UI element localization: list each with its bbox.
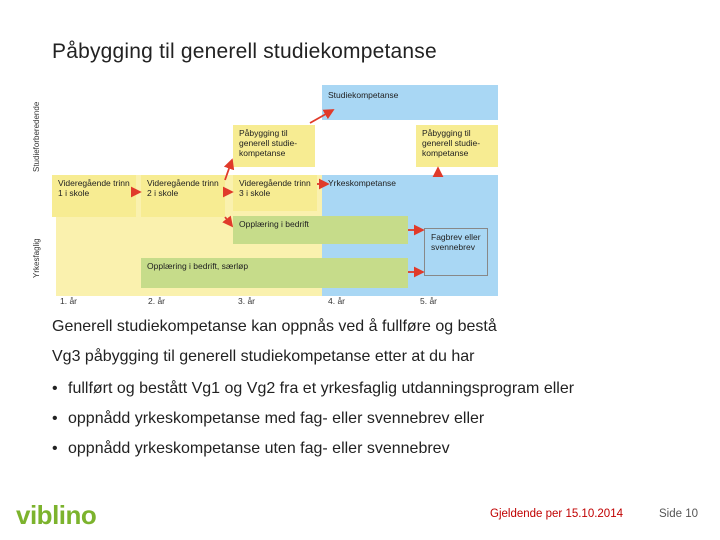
arrow-vg2-opplaering — [225, 217, 232, 226]
year-label-3: 3. år — [238, 296, 256, 306]
box-opplaering-saerlop: Opplæring i bedrift, særløp — [141, 258, 408, 288]
arrow-pabygging-studie — [310, 110, 333, 123]
body-line-1: Generell studiekompetanse kan oppnås ved å fullføre og bestå — [52, 318, 497, 335]
box-vg3: Videregående trinn 3 i skole — [233, 175, 317, 211]
diagram-arrows — [28, 80, 508, 310]
box-yrkeskompetanse: Yrkeskompetanse — [322, 175, 498, 195]
axis-label-studieforberedende: Studieforberedende — [32, 101, 41, 172]
bullet-item-2 — [52, 410, 484, 428]
box-pabygging-1: Påbygging til generell studie- kompetanse — [233, 125, 315, 167]
arrow-vg2-pabygging — [225, 160, 232, 180]
bullet-text: oppnådd yrkeskompetanse uten fag- eller svennebrev — [68, 440, 450, 457]
bullet-symbol: • — [52, 440, 58, 457]
bullet-text: oppnådd yrkeskompetanse med fag- eller svennebrev eller — [68, 410, 485, 427]
page-title: Påbygging til generell studiekompetanse — [52, 40, 437, 63]
box-fagbrev: Fagbrev eller svennebrev — [424, 228, 488, 276]
bullet-text: fullført og bestått Vg1 og Vg2 fra et yrkesfaglig utdanningsprogram eller — [68, 380, 575, 397]
page-number: Side 10 — [659, 508, 699, 520]
bullet-item-1 — [52, 380, 574, 398]
box-studiekompetanse: Studiekompetanse — [322, 85, 498, 120]
bullet-symbol: • — [52, 380, 58, 397]
body-line-2: Vg3 påbygging til generell studiekompetanse etter at du har — [52, 348, 475, 365]
education-pathway-diagram — [28, 80, 508, 310]
year-label-4: 4. år — [328, 296, 346, 306]
box-vg1: Videregående trinn 1 i skole — [52, 175, 136, 217]
bullet-item-3 — [52, 440, 450, 458]
year-label-1: 1. år — [60, 296, 78, 306]
footer-date: Gjeldende per 15.10.2014 — [490, 508, 623, 520]
year-label-5: 5. år — [420, 296, 438, 306]
bullet-symbol: • — [52, 410, 58, 427]
year-label-2: 2. år — [148, 296, 166, 306]
box-vg2: Videregående trinn 2 i skole — [141, 175, 225, 217]
box-pabygging-2: Påbygging til generell studie- kompetanse — [416, 125, 498, 167]
axis-label-yrkesfaglig: Yrkesfaglig — [32, 238, 41, 278]
box-opplaering: Opplæring i bedrift — [233, 216, 408, 244]
viblino-logo: viblino — [16, 500, 97, 530]
